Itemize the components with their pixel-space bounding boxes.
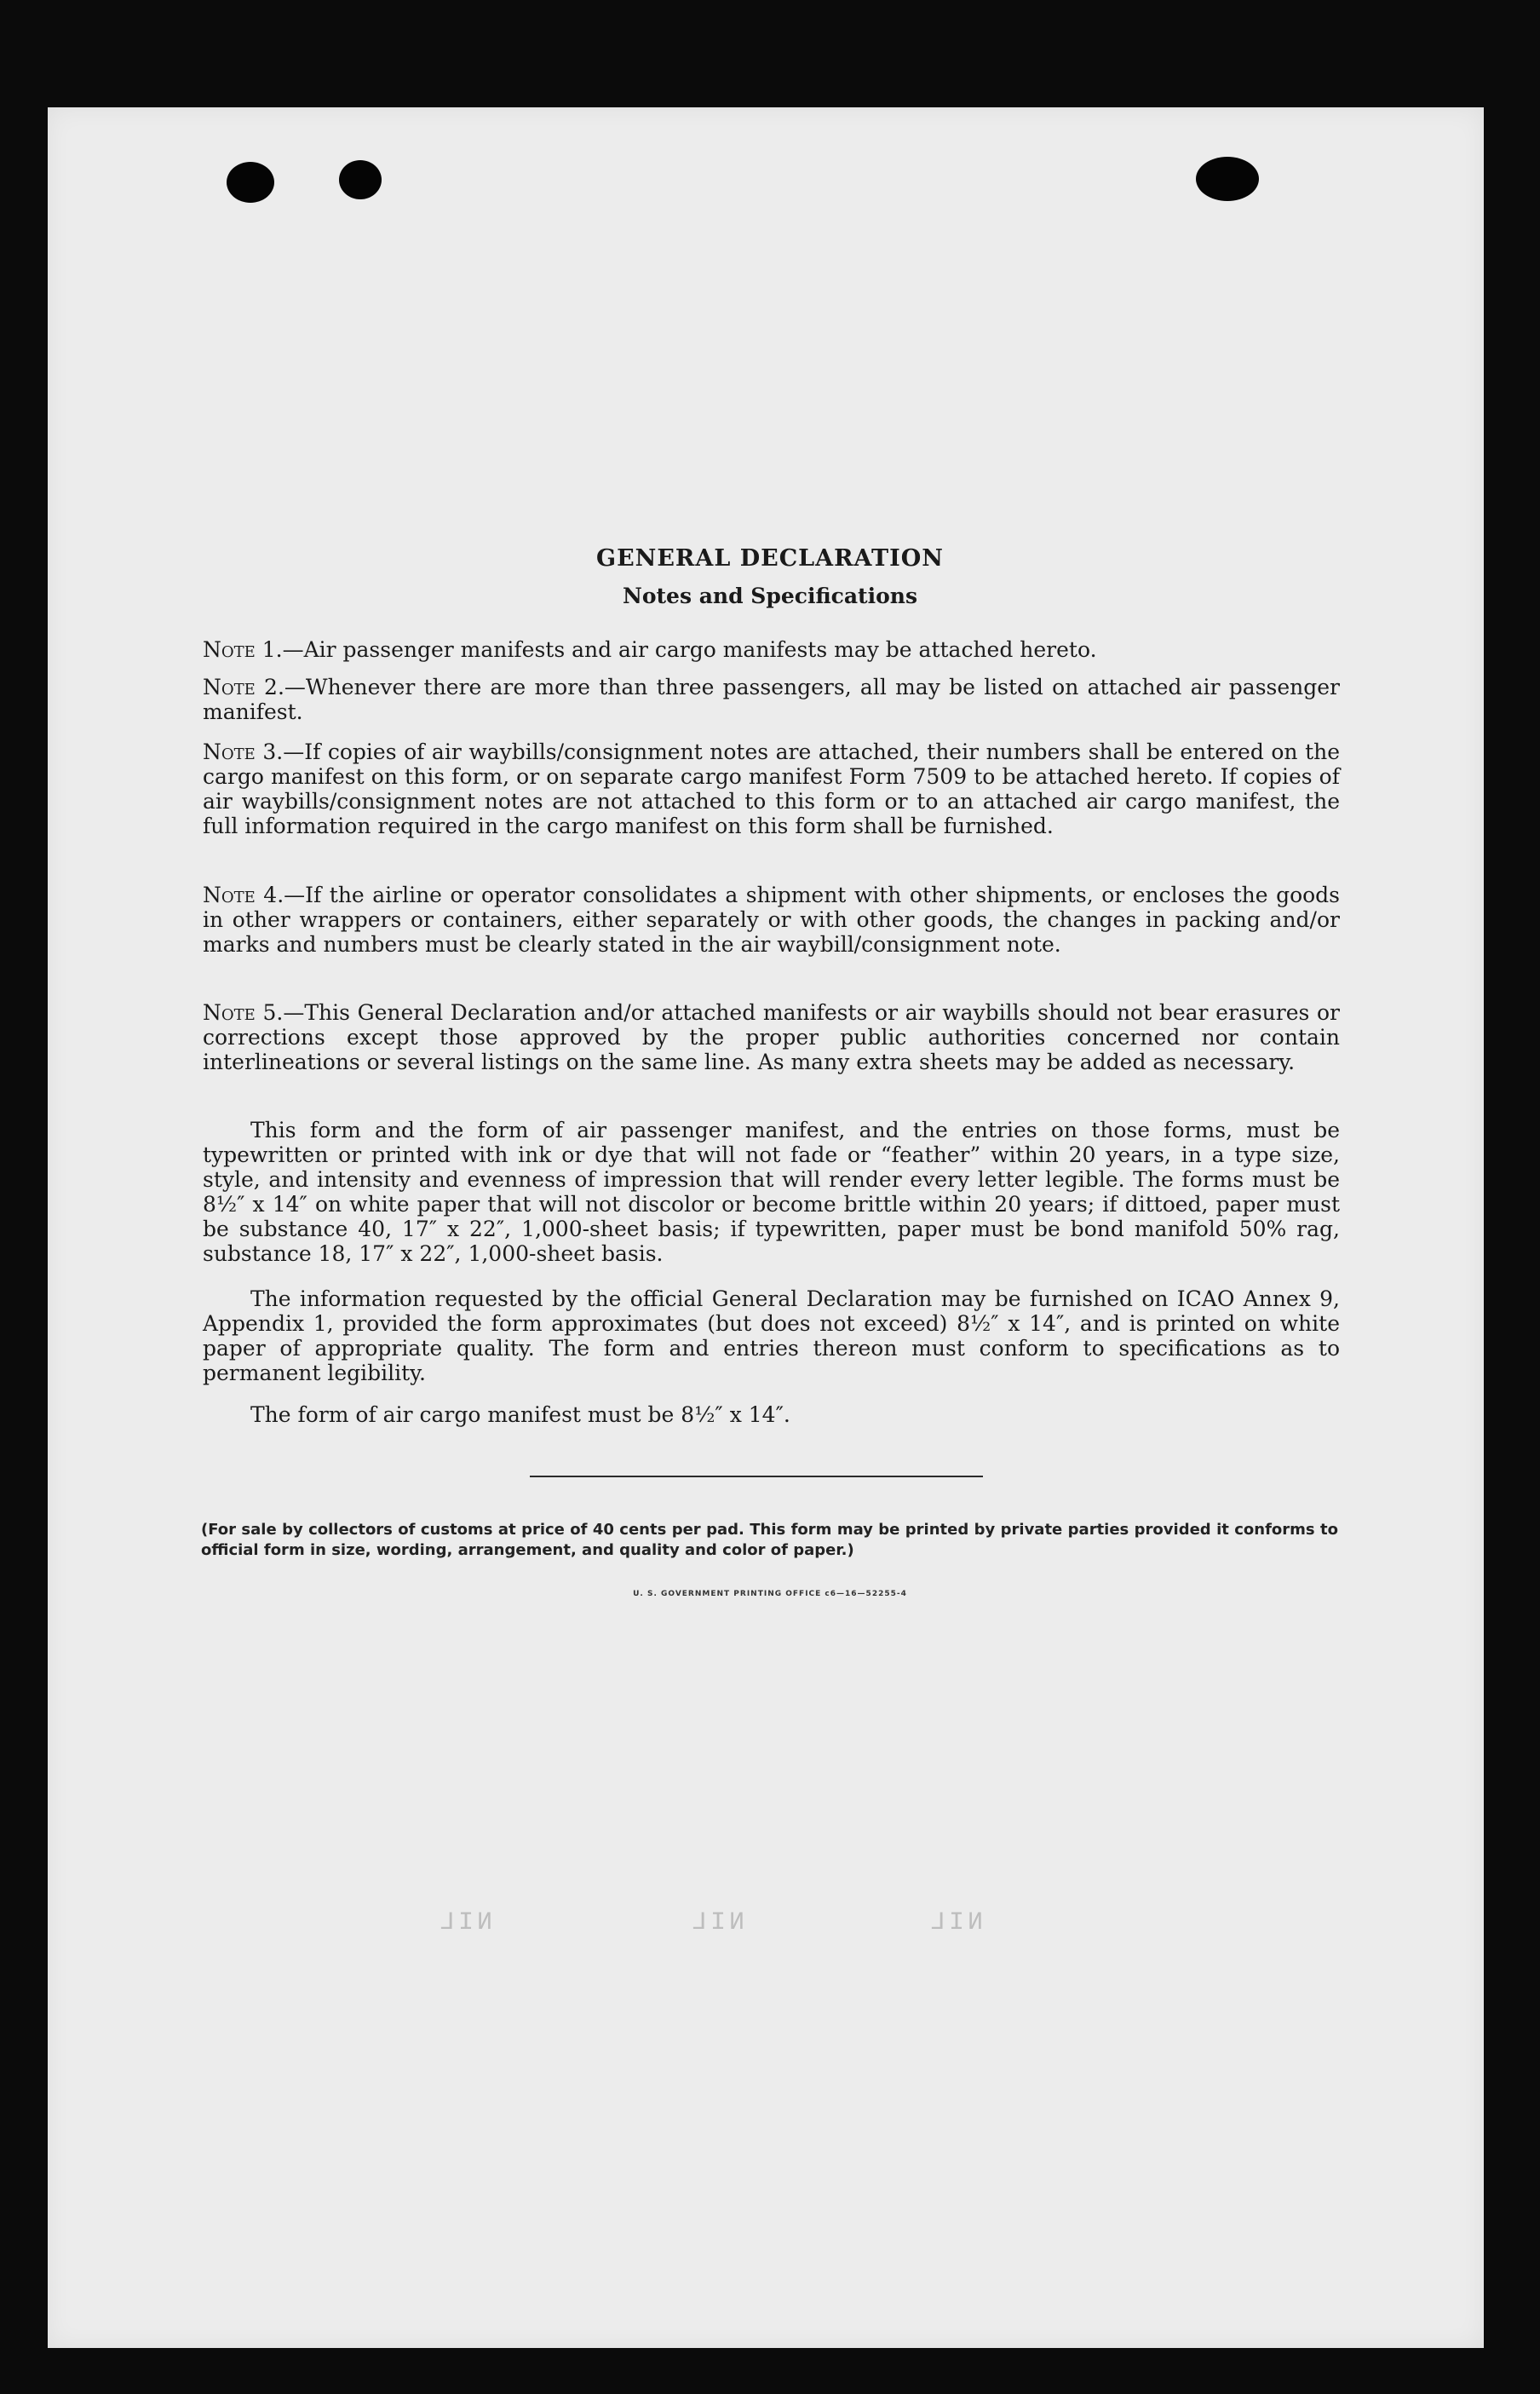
note-text: —If the airline or operator consolidates a shipment with other shipments, or encloses the goods in other wrappers or containers, either separately or with other goods, the changes in packing and/or marks and numbers must be clearly stated in the air waybill/consignment note.: [203, 883, 1341, 957]
printer-imprint: U. S. GOVERNMENT PRINTING OFFICE c6—16—52255-4: [633, 1590, 907, 1598]
bleed-through-nil-2: NIL: [688, 1908, 745, 1937]
note-label: Note 5.: [203, 1000, 284, 1025]
note-4: [203, 883, 1340, 957]
bleed-through-nil-1: NIL: [436, 1908, 493, 1937]
bleed-through-nil-3: NIL: [927, 1908, 984, 1937]
note-label: Note 4.: [203, 883, 284, 907]
note-1: [203, 637, 1340, 662]
paragraph-cargo-manifest-size: The form of air cargo manifest must be 8½″ x 14″.: [250, 1402, 790, 1427]
punch-hole-left-1: [227, 162, 274, 203]
note-5: [203, 1000, 1340, 1074]
note-text: —If copies of air waybills/consignment notes are attached, their numbers shall be entered on the cargo manifest on this form, or on separate cargo manifest Form 7509 to be attached hereto. If copies of air waybills/consignment notes are not attached to this form or to an attached air cargo manifest, the full information required in the cargo manifest on this form shall be furnished.: [203, 739, 1341, 838]
note-text: —Air passenger manifests and air cargo manifests may be attached hereto.: [282, 637, 1097, 662]
paragraph-icao-annex: The information requested by the official General Declaration may be furnished on ICAO Annex 9, Appendix 1, provided the form approximates (but does not exceed) 8½″ x 14″, and is printed on white paper of appropriate quality. The form and entries thereon must conform to specifications as to permanent legibility.: [203, 1286, 1340, 1385]
paragraph-form-requirements: This form and the form of air passenger manifest, and the entries on those forms, must be typewritten or printed with ink or dye that will not fade or “feather” within 20 years, in a type size, style, and intensity and evenness of impression that will render every letter legible. The forms must be 8½″ x 14″ on white paper that will not discolor or become brittle within 20 years; if dittoed, paper must be substance 40, 17″ x 22″, 1,000-sheet basis; if typewritten, paper must be bond manifold 50% rag, substance 18, 17″ x 22″, 1,000-sheet basis.: [203, 1118, 1340, 1266]
note-text: —Whenever there are more than three passengers, all may be listed on attached air passenger manifest.: [203, 675, 1340, 724]
note-3: [203, 739, 1340, 838]
note-label: Note 3.: [203, 739, 284, 764]
note-label: Note 2.: [203, 675, 284, 699]
punch-hole-right: [1196, 157, 1259, 201]
sale-notice: (For sale by collectors of customs at price of 40 cents per pad. This form may be printed by private parties provided it conforms to official form in size, wording, arrangement, and quality and color of paper.): [201, 1521, 1338, 1559]
punch-hole-left-2: [339, 160, 382, 199]
note-label: Note 1.: [203, 637, 283, 662]
note-text: —This General Declaration and/or attached manifests or air waybills should not bear erasures or corrections except those approved by the proper public authorities concerned nor contain interlineations or several listings on the same line. As many extra sheets may be added as necessary.: [203, 1000, 1341, 1074]
document-subtitle: Notes and Specifications: [622, 584, 918, 608]
document-title: GENERAL DECLARATION: [596, 545, 944, 572]
divider-rule: [530, 1476, 983, 1477]
note-2: [203, 675, 1340, 724]
